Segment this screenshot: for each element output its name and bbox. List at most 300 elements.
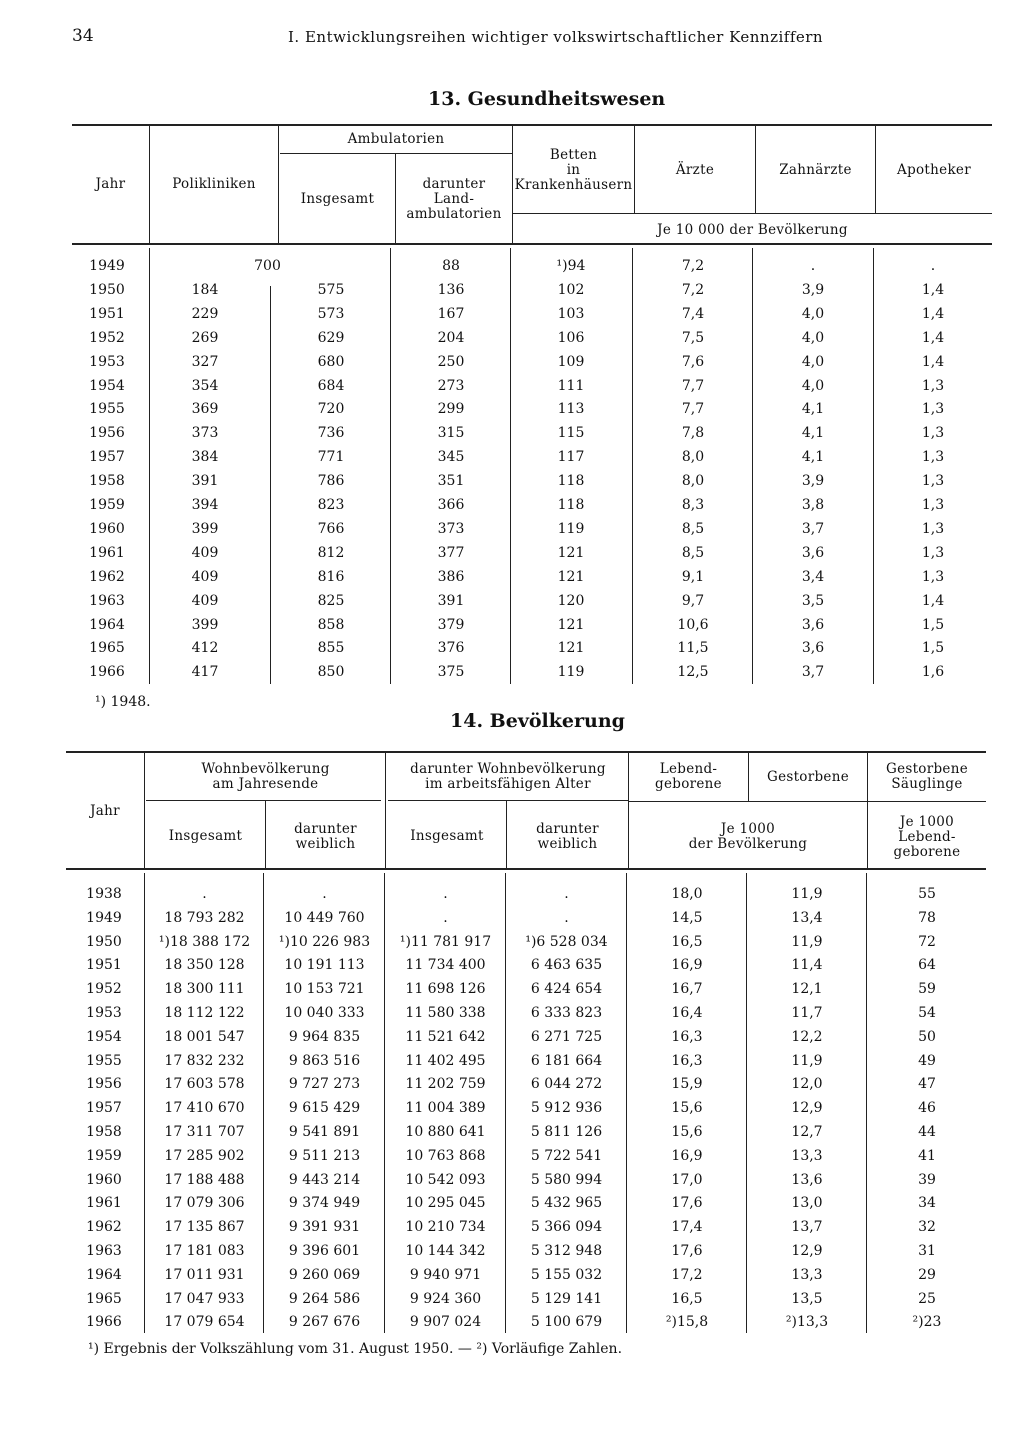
t13-cell-betten: 121 (557, 544, 585, 561)
t13-cell-zahnaerzte: . (810, 258, 816, 274)
t14-cell-weiblich: 9 374 949 (288, 1195, 361, 1212)
t13-row (0, 378, 1024, 398)
t13-cell-landambulatorien: 391 (437, 592, 465, 609)
t14-cell-jahr: 1959 (86, 1147, 122, 1164)
t14-cell-lebendgeborene: 15,6 (671, 1100, 703, 1117)
t14-row (0, 1291, 1024, 1311)
t13-cell-apotheker: 1,4 (921, 329, 945, 346)
t14-row (0, 1267, 1024, 1287)
t14-header-jahr: Jahr (90, 803, 120, 819)
t14-cell-weiblich: 9 863 516 (288, 1052, 361, 1069)
t14-cell-lebendgeborene: 15,9 (671, 1076, 703, 1093)
t13-cell-betten: 111 (557, 377, 585, 394)
t14-cell-saeuglinge: 39 (918, 1171, 936, 1188)
t14-cell-gestorbene: 13,7 (791, 1219, 823, 1236)
t14-cell-weiblich-arb: 5 366 094 (530, 1219, 603, 1236)
t14-cell-jahr: 1965 (86, 1290, 122, 1307)
t13-cell-apotheker: 1,3 (921, 544, 945, 561)
t13-cell-jahr: 1951 (89, 305, 125, 322)
t14-row (0, 886, 1024, 906)
t13-cell-insgesamt: 629 (317, 329, 345, 346)
t13-cell-betten: 113 (557, 401, 585, 418)
t14-row (0, 1076, 1024, 1096)
t13-cell-insgesamt: 858 (317, 616, 345, 633)
t13-cell-insgesamt: 850 (317, 664, 345, 681)
t13-cell-jahr: 1964 (89, 616, 125, 633)
t14-cell-saeuglinge: 29 (918, 1266, 936, 1283)
t14-cell-saeuglinge: 44 (918, 1124, 936, 1140)
t13-cell-landambulatorien: 376 (437, 640, 465, 657)
t14-cell-weiblich-arb: ¹)6 528 034 (525, 933, 608, 950)
t14-header-lebendgeborene: Lebend- geborene (655, 761, 722, 792)
t14-cell-insgesamt-arb: 11 580 338 (405, 1005, 486, 1021)
t13-cell-aerzte: 8,0 (681, 449, 705, 466)
t13-cell-insgesamt: 700 (254, 258, 281, 274)
t14-row (0, 981, 1024, 1001)
t13-cell-apotheker: 1,4 (921, 281, 945, 298)
t13-row (0, 425, 1024, 445)
t13-row (0, 640, 1024, 660)
t13-cell-landambulatorien: 250 (437, 353, 465, 370)
t13-cell-zahnaerzte: 3,7 (801, 664, 825, 681)
t14-cell-weiblich-arb: . (564, 886, 569, 902)
t14-row (0, 1195, 1024, 1215)
t14-cell-lebendgeborene: 17,4 (671, 1219, 703, 1236)
t13-cell-apotheker: 1,5 (921, 616, 945, 633)
t13-cell-apotheker: 1,3 (921, 568, 945, 585)
t14-cell-lebendgeborene: 14,5 (671, 909, 703, 926)
t14-cell-weiblich: 9 260 069 (288, 1266, 361, 1283)
t14-cell-insgesamt: 18 112 122 (164, 1005, 245, 1021)
t14-cell-gestorbene: 12,9 (791, 1243, 823, 1259)
t13-row (0, 330, 1024, 350)
t14-cell-weiblich-arb: 6 463 635 (530, 957, 603, 974)
t13-cell-polikliniken: 269 (191, 329, 219, 346)
t14-cell-jahr: 1953 (86, 1005, 122, 1021)
t14-cell-insgesamt: 17 832 232 (164, 1052, 245, 1069)
t14-cell-weiblich: 9 443 214 (288, 1171, 361, 1188)
t14-cell-lebendgeborene: 17,6 (671, 1195, 703, 1212)
t13-cell-apotheker: 1,4 (921, 353, 945, 370)
t14-row (0, 1172, 1024, 1192)
t14-cell-weiblich: 9 964 835 (288, 1028, 361, 1045)
t13-row (0, 521, 1024, 541)
t14-cell-gestorbene: 12,2 (791, 1028, 823, 1045)
t13-cell-apotheker: 1,3 (921, 449, 945, 466)
t13-cell-polikliniken: 409 (191, 544, 219, 561)
t13-row (0, 282, 1024, 302)
t14-cell-insgesamt-arb: ¹)11 781 917 (399, 933, 492, 950)
t14-cell-insgesamt: 17 135 867 (164, 1219, 245, 1236)
t13-header-ambulatorien: Ambulatorien (347, 131, 445, 147)
t13-cell-polikliniken: 417 (191, 664, 219, 681)
t14-cell-insgesamt: . (202, 886, 207, 902)
t13-cell-aerzte: 12,5 (677, 664, 709, 681)
t13-cell-zahnaerzte: 3,9 (801, 473, 825, 490)
t14-cell-weiblich-arb: 5 722 541 (530, 1147, 603, 1164)
t14-cell-lebendgeborene: 16,9 (671, 957, 703, 974)
t14-cell-weiblich: 9 264 586 (288, 1290, 361, 1307)
t14-cell-gestorbene: ²)13,3 (785, 1314, 829, 1331)
t13-cell-aerzte: 7,6 (681, 353, 705, 370)
t13-cell-aerzte: 11,5 (677, 640, 709, 657)
t13-cell-landambulatorien: 345 (437, 449, 465, 466)
t14-cell-gestorbene: 13,3 (791, 1147, 823, 1164)
t14-cell-gestorbene: 11,4 (791, 957, 823, 974)
t13-row (0, 258, 1024, 278)
t14-cell-saeuglinge: 55 (918, 886, 936, 902)
t14-cell-insgesamt-arb: 11 734 400 (405, 957, 486, 974)
t14-cell-weiblich-arb: . (564, 909, 569, 926)
t14-cell-gestorbene: 12,7 (791, 1124, 823, 1140)
t14-cell-lebendgeborene: 16,9 (671, 1147, 703, 1164)
t14-cell-weiblich: 10 191 113 (284, 957, 365, 974)
t13-cell-landambulatorien: 299 (437, 401, 465, 418)
t14-cell-insgesamt-arb: . (443, 909, 448, 926)
t14-cell-gestorbene: 11,9 (791, 1052, 823, 1069)
t13-cell-insgesamt: 825 (317, 592, 345, 609)
t13-cell-apotheker: 1,3 (921, 473, 945, 490)
t13-cell-betten: 120 (557, 592, 585, 609)
t14-cell-insgesamt: 17 603 578 (164, 1076, 245, 1093)
t13-cell-zahnaerzte: 4,0 (801, 353, 825, 370)
t14-cell-weiblich-arb: 5 912 936 (530, 1100, 603, 1117)
t13-cell-zahnaerzte: 4,0 (801, 305, 825, 322)
t14-cell-saeuglinge: ²)23 (912, 1314, 942, 1331)
t13-cell-jahr: 1953 (89, 353, 125, 370)
t14-cell-weiblich: 9 541 891 (288, 1124, 361, 1140)
t14-row (0, 957, 1024, 977)
t13-cell-polikliniken: 391 (191, 473, 219, 490)
t14-cell-insgesamt: 17 285 902 (164, 1147, 245, 1164)
t14-cell-weiblich: 9 267 676 (288, 1314, 361, 1331)
t13-cell-polikliniken: 399 (191, 616, 219, 633)
t14-cell-saeuglinge: 54 (918, 1005, 936, 1021)
t14-cell-gestorbene: 12,1 (791, 981, 823, 998)
t14-cell-weiblich-arb: 5 155 032 (530, 1266, 603, 1283)
t14-cell-weiblich: 9 396 601 (288, 1243, 361, 1259)
t14-cell-insgesamt: 17 311 707 (164, 1124, 245, 1140)
t13-cell-polikliniken: 394 (191, 497, 219, 513)
t13-cell-landambulatorien: 167 (437, 305, 465, 322)
t14-cell-jahr: 1962 (86, 1219, 122, 1236)
t14-header-wohnbevoelkerung: Wohnbevölkerung am Jahresende (201, 761, 330, 792)
t14-cell-jahr: 1938 (86, 886, 122, 902)
t14-cell-lebendgeborene: 16,5 (671, 1290, 703, 1307)
t14-cell-lebendgeborene: 18,0 (671, 886, 703, 902)
t13-cell-aerzte: 7,5 (681, 329, 705, 346)
t13-cell-insgesamt: 786 (317, 473, 345, 490)
t14-cell-weiblich: . (322, 886, 327, 902)
t14-row (0, 1053, 1024, 1073)
t14-cell-weiblich-arb: 5 100 679 (530, 1314, 603, 1331)
t14-cell-weiblich: 9 615 429 (288, 1100, 361, 1117)
t14-cell-insgesamt-arb: 10 144 342 (405, 1243, 486, 1259)
t13-cell-aerzte: 8,5 (681, 520, 705, 537)
t14-cell-saeuglinge: 32 (918, 1219, 936, 1236)
t13-cell-landambulatorien: 379 (437, 616, 465, 633)
t14-cell-gestorbene: 12,0 (791, 1076, 823, 1093)
t14-cell-lebendgeborene: 16,4 (671, 1005, 703, 1021)
t13-cell-aerzte: 8,0 (681, 473, 705, 490)
t13-cell-insgesamt: 771 (317, 449, 345, 466)
t14-cell-insgesamt: 18 793 282 (164, 909, 245, 926)
t13-cell-landambulatorien: 375 (437, 664, 465, 681)
t13-row (0, 593, 1024, 613)
t14-header-weiblich-1: darunter weiblich (294, 821, 357, 852)
t13-cell-betten: 121 (557, 640, 585, 657)
t13-cell-apotheker: 1,3 (921, 401, 945, 418)
t13-cell-jahr: 1959 (89, 497, 125, 513)
t13-cell-landambulatorien: 315 (437, 425, 465, 442)
t13-cell-apotheker: . (930, 258, 936, 274)
t14-cell-weiblich-arb: 6 181 664 (530, 1052, 603, 1069)
t13-cell-landambulatorien: 386 (437, 568, 465, 585)
t14-cell-gestorbene: 13,3 (791, 1266, 823, 1283)
t13-cell-zahnaerzte: 3,5 (801, 592, 825, 609)
t13-cell-betten: 119 (557, 664, 585, 681)
t13-cell-insgesamt: 684 (317, 377, 345, 394)
t13-cell-insgesamt: 575 (317, 281, 345, 298)
t14-row (0, 1219, 1024, 1239)
t13-cell-apotheker: 1,3 (921, 425, 945, 442)
t14-cell-saeuglinge: 46 (918, 1100, 936, 1117)
t13-row (0, 449, 1024, 469)
t13-cell-zahnaerzte: 3,7 (801, 520, 825, 537)
t13-cell-polikliniken: 373 (191, 425, 219, 442)
t13-cell-jahr: 1966 (89, 664, 125, 681)
table-14-footnote: ¹) Ergebnis der Volkszählung vom 31. August 1950. — ²) Vorläufige Zahlen. (88, 1341, 623, 1357)
t13-cell-betten: 103 (557, 305, 585, 322)
t14-row (0, 934, 1024, 954)
t14-cell-jahr: 1954 (86, 1028, 122, 1045)
t14-cell-jahr: 1955 (86, 1052, 122, 1069)
t14-cell-jahr: 1966 (86, 1314, 122, 1331)
t14-cell-gestorbene: 13,0 (791, 1195, 823, 1212)
t14-cell-weiblich: 10 153 721 (284, 981, 365, 998)
t14-cell-weiblich-arb: 6 044 272 (530, 1076, 603, 1093)
t13-cell-insgesamt: 680 (317, 353, 345, 370)
t14-cell-saeuglinge: 34 (918, 1195, 936, 1212)
t14-cell-insgesamt: 17 181 083 (164, 1243, 245, 1259)
t13-cell-polikliniken: 184 (191, 281, 219, 298)
t13-cell-apotheker: 1,4 (921, 305, 945, 322)
t14-header-saeuglinge: Gestorbene Säuglinge (885, 761, 969, 792)
t14-row (0, 1005, 1024, 1025)
t14-cell-saeuglinge: 59 (918, 981, 936, 998)
t14-cell-jahr: 1949 (86, 909, 122, 926)
t13-cell-landambulatorien: 273 (437, 377, 465, 394)
t14-cell-weiblich: 10 040 333 (284, 1005, 365, 1021)
t13-cell-aerzte: 9,1 (681, 568, 705, 585)
t14-cell-lebendgeborene: 17,6 (671, 1243, 703, 1259)
t13-cell-polikliniken: 399 (191, 520, 219, 537)
t14-cell-lebendgeborene: 15,6 (671, 1124, 703, 1140)
t13-cell-aerzte: 7,8 (681, 425, 705, 442)
t13-cell-zahnaerzte: 3,9 (801, 281, 825, 298)
t13-cell-jahr: 1950 (89, 281, 125, 298)
t14-cell-lebendgeborene: 17,2 (671, 1266, 703, 1283)
t13-cell-jahr: 1954 (89, 377, 125, 394)
t14-cell-saeuglinge: 72 (918, 933, 936, 950)
t13-cell-landambulatorien: 377 (437, 544, 465, 561)
t13-row (0, 473, 1024, 493)
t13-cell-betten: 115 (557, 425, 585, 442)
t14-cell-insgesamt-arb: 10 295 045 (405, 1195, 486, 1212)
t13-cell-jahr: 1952 (89, 329, 125, 346)
t13-cell-insgesamt: 766 (317, 520, 345, 537)
t13-cell-zahnaerzte: 3,8 (801, 497, 825, 513)
t14-cell-gestorbene: 11,7 (791, 1005, 823, 1021)
t13-cell-aerzte: 7,4 (681, 305, 705, 322)
t14-row (0, 1243, 1024, 1263)
t14-cell-gestorbene: 13,6 (791, 1171, 823, 1188)
t13-cell-insgesamt: 855 (317, 640, 345, 657)
t14-row (0, 1100, 1024, 1120)
t14-cell-weiblich-arb: 5 432 965 (530, 1195, 603, 1212)
t13-cell-betten: 121 (557, 616, 585, 633)
t13-row (0, 401, 1024, 421)
t13-cell-betten: 121 (557, 568, 585, 585)
t13-cell-apotheker: 1,3 (921, 497, 945, 513)
t13-cell-polikliniken: 369 (191, 401, 219, 418)
t14-cell-insgesamt-arb: 9 940 971 (409, 1266, 482, 1283)
t14-cell-weiblich: 9 727 273 (288, 1076, 361, 1093)
t13-cell-apotheker: 1,3 (921, 377, 945, 394)
t13-cell-polikliniken: 229 (191, 305, 219, 322)
t14-cell-lebendgeborene: 16,3 (671, 1028, 703, 1045)
t14-cell-jahr: 1958 (86, 1124, 122, 1140)
t14-cell-insgesamt-arb: 9 924 360 (409, 1290, 482, 1307)
page-number: 34 (72, 26, 94, 46)
t13-cell-landambulatorien: 204 (437, 329, 465, 346)
t13-row (0, 545, 1024, 565)
t13-cell-aerzte: 7,2 (681, 281, 705, 298)
t13-cell-aerzte: 7,2 (681, 258, 705, 274)
t13-cell-aerzte: 10,6 (677, 616, 709, 633)
t14-cell-saeuglinge: 64 (918, 957, 936, 974)
t14-header-je1000-bevoelkerung: Je 1000 der Bevölkerung (688, 821, 808, 852)
t14-cell-jahr: 1952 (86, 981, 122, 998)
t14-cell-insgesamt-arb: 11 402 495 (405, 1052, 486, 1069)
t14-cell-weiblich-arb: 5 580 994 (530, 1171, 603, 1188)
t13-cell-jahr: 1960 (89, 520, 125, 537)
t14-cell-insgesamt: 17 079 306 (164, 1195, 245, 1212)
t14-cell-lebendgeborene: ²)15,8 (665, 1314, 709, 1331)
t14-cell-insgesamt: 18 001 547 (164, 1028, 245, 1045)
t13-header-je: Je 10 000 der Bevölkerung (657, 222, 848, 238)
t13-cell-betten: 118 (557, 473, 585, 490)
t13-cell-apotheker: 1,3 (921, 520, 945, 537)
t14-cell-lebendgeborene: 17,0 (671, 1171, 703, 1188)
t14-cell-weiblich-arb: 6 271 725 (530, 1028, 603, 1045)
t14-cell-insgesamt-arb: 10 542 093 (405, 1171, 486, 1188)
t14-cell-saeuglinge: 25 (918, 1290, 936, 1307)
t13-row (0, 569, 1024, 589)
t13-cell-insgesamt: 823 (317, 497, 345, 513)
t13-cell-aerzte: 8,3 (681, 497, 705, 513)
t14-header-gestorbene: Gestorbene (766, 769, 850, 785)
t14-cell-gestorbene: 11,9 (791, 933, 823, 950)
t13-cell-polikliniken: 412 (191, 640, 219, 657)
t14-row (0, 910, 1024, 930)
t14-cell-gestorbene: 13,4 (791, 909, 823, 926)
t14-cell-insgesamt: 17 188 488 (164, 1171, 245, 1188)
t14-cell-weiblich-arb: 6 424 654 (530, 981, 603, 998)
t13-header-aerzte: Ärzte (675, 162, 715, 178)
t14-cell-saeuglinge: 31 (918, 1243, 936, 1259)
t14-cell-lebendgeborene: 16,3 (671, 1052, 703, 1069)
t13-cell-jahr: 1961 (89, 544, 125, 561)
t13-cell-zahnaerzte: 3,4 (801, 568, 825, 585)
t13-cell-jahr: 1963 (89, 592, 125, 609)
t13-cell-landambulatorien: 351 (437, 473, 465, 490)
t14-cell-weiblich-arb: 6 333 823 (530, 1005, 603, 1021)
t14-row (0, 1029, 1024, 1049)
t14-cell-jahr: 1963 (86, 1243, 122, 1259)
table-13-title: 13. Gesundheitswesen (428, 88, 666, 110)
t14-cell-weiblich: 9 511 213 (288, 1147, 361, 1164)
t14-cell-jahr: 1961 (86, 1195, 122, 1212)
t13-cell-betten: 117 (557, 449, 585, 466)
t13-row (0, 617, 1024, 637)
t13-cell-apotheker: 1,5 (921, 640, 945, 657)
t14-cell-insgesamt-arb: 10 210 734 (405, 1219, 486, 1236)
t13-cell-jahr: 1957 (89, 449, 125, 466)
t14-cell-insgesamt: 17 011 931 (164, 1266, 245, 1283)
t13-header-polikliniken: Polikliniken (172, 176, 256, 192)
t14-cell-weiblich: 9 391 931 (288, 1219, 361, 1236)
t13-cell-zahnaerzte: 3,6 (801, 544, 825, 561)
t14-cell-saeuglinge: 49 (918, 1052, 936, 1069)
t14-header-arbeitsfaehig: darunter Wohnbevölkerung im arbeitsfähigen Alter (410, 761, 606, 792)
t13-cell-polikliniken: 327 (191, 353, 219, 370)
t13-cell-betten: 106 (557, 329, 585, 346)
t13-cell-jahr: 1965 (89, 640, 125, 657)
t13-cell-landambulatorien: 136 (437, 281, 465, 298)
t14-cell-gestorbene: 13,5 (791, 1290, 823, 1307)
t14-cell-saeuglinge: 47 (918, 1076, 936, 1093)
t14-header-weiblich-2: darunter weiblich (536, 821, 599, 852)
table-13-footnote: ¹) 1948. (95, 694, 151, 710)
t14-cell-insgesamt: 18 300 111 (164, 981, 245, 998)
t13-cell-zahnaerzte: 4,1 (801, 425, 825, 442)
t13-cell-aerzte: 7,7 (681, 401, 705, 418)
t14-cell-saeuglinge: 41 (918, 1147, 936, 1164)
t13-cell-insgesamt: 720 (317, 401, 345, 418)
t14-cell-insgesamt-arb: 11 521 642 (405, 1028, 486, 1045)
t14-cell-weiblich-arb: 5 312 948 (530, 1243, 603, 1259)
t13-cell-zahnaerzte: 4,0 (801, 377, 825, 394)
t13-header-apotheker: Apotheker (897, 162, 971, 178)
t14-cell-insgesamt: 18 350 128 (164, 957, 245, 974)
t14-cell-weiblich: 10 449 760 (284, 909, 365, 926)
t13-cell-polikliniken: 409 (191, 592, 219, 609)
t13-cell-landambulatorien: 88 (442, 258, 460, 274)
t13-cell-betten: 119 (557, 520, 585, 537)
t14-cell-jahr: 1957 (86, 1100, 122, 1117)
t13-row (0, 497, 1024, 517)
t14-cell-insgesamt-arb: 11 202 759 (405, 1076, 486, 1093)
t13-cell-insgesamt: 573 (317, 305, 345, 322)
t13-cell-aerzte: 7,7 (681, 377, 705, 394)
t13-cell-betten: 118 (557, 497, 585, 513)
t14-cell-lebendgeborene: 16,7 (671, 981, 703, 998)
t13-cell-zahnaerzte: 3,6 (801, 640, 825, 657)
t13-cell-betten: 102 (557, 281, 585, 298)
t14-cell-jahr: 1950 (86, 933, 122, 950)
t13-cell-jahr: 1962 (89, 568, 125, 585)
